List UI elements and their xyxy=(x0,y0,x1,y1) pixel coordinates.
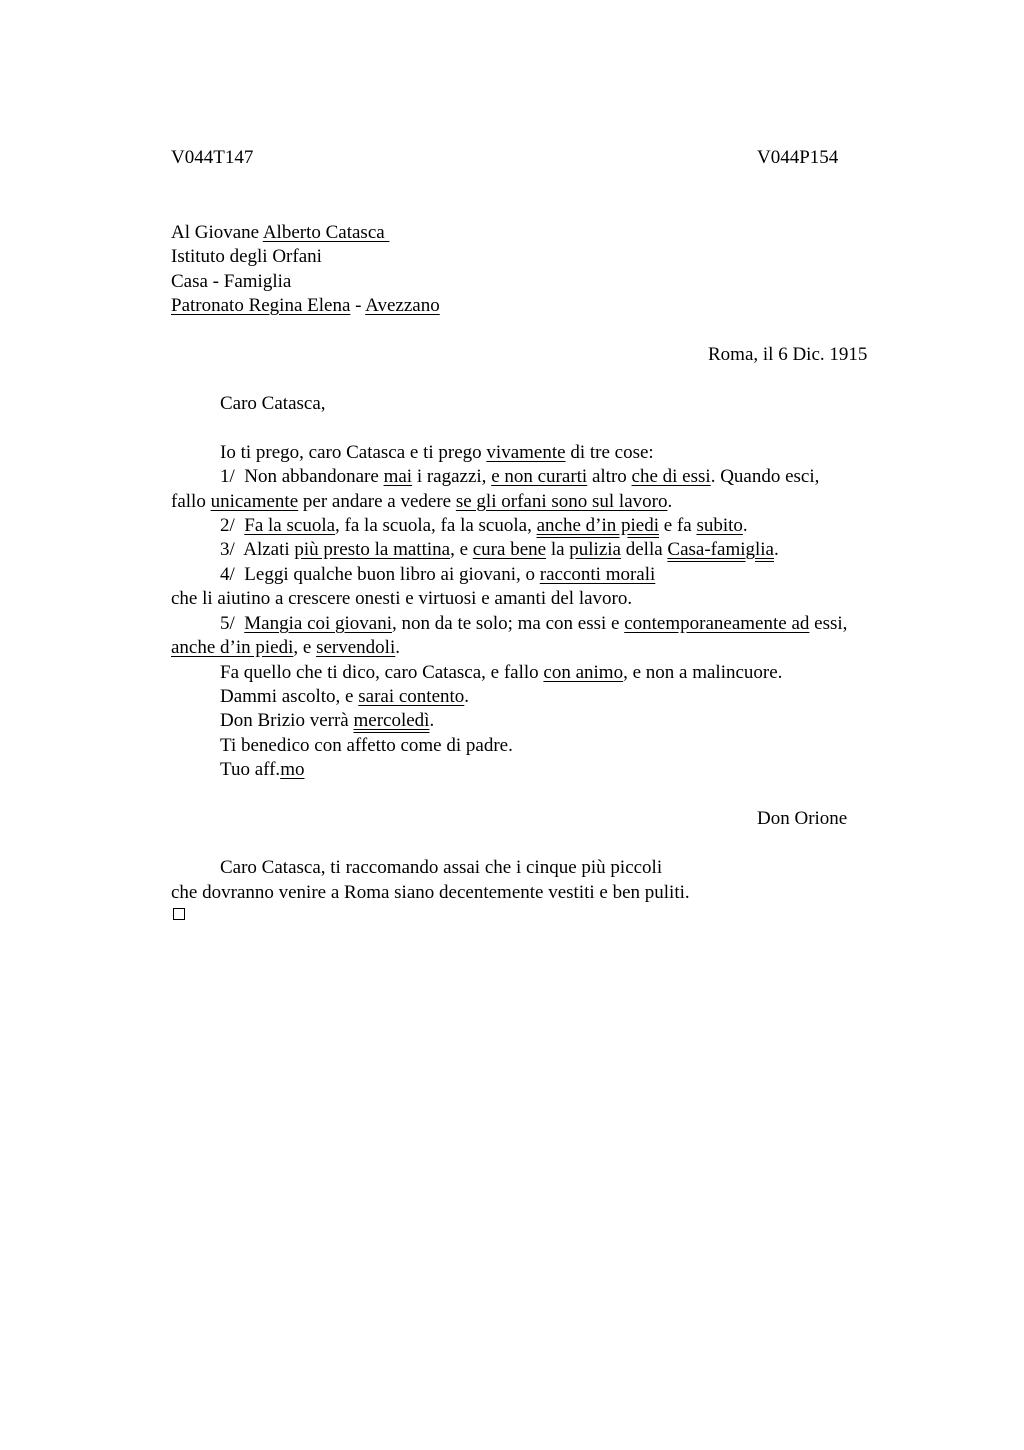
item-5-line-2: anche d’in piedi, e servendoli. xyxy=(171,637,400,658)
checkbox-icon xyxy=(173,908,185,920)
salutation: Caro Catasca, xyxy=(220,393,326,414)
item-5-line-1: 5/ Mangia coi giovani, non da te solo; ma con essi e contemporaneamente ad essi, xyxy=(220,613,848,634)
archive-code-right: V044P154 xyxy=(757,147,839,168)
archive-code-left: V044T147 xyxy=(171,147,254,168)
signature: Don Orione xyxy=(757,808,848,829)
dateline: Roma, il 6 Dic. 1915 xyxy=(708,344,868,365)
postscript-line-2: che dovranno venire a Roma siano decentemente vestiti e ben puliti. xyxy=(171,882,690,903)
closing-line-2: Dammi ascolto, e sarai contento. xyxy=(220,686,470,707)
item-2-line: 2/ Fa la scuola, fa la scuola, fa la scuola, anche d’in piedi e fa subito. xyxy=(220,515,748,536)
address-line-4: Patronato Regina Elena - Avezzano xyxy=(171,295,440,316)
address-line-2: Istituto degli Orfani xyxy=(171,246,322,267)
postscript-line-1: Caro Catasca, ti raccomando assai che i cinque più piccoli xyxy=(220,857,663,878)
closing-line-3: Don Brizio verrà mercoledì. xyxy=(220,710,435,731)
item-4-line-1: 4/ Leggi qualche buon libro ai giovani, o racconti morali xyxy=(220,564,656,585)
address-line-1: Al Giovane Alberto Catasca xyxy=(171,222,390,243)
item-4-line-2: che li aiutino a crescere onesti e virtuosi e amanti del lavoro. xyxy=(171,588,633,609)
address-line-3: Casa - Famiglia xyxy=(171,271,292,292)
recipient-name: Alberto Catasca xyxy=(262,222,390,243)
closing-line-1: Fa quello che ti dico, caro Catasca, e fallo con animo, e non a malincuore. xyxy=(220,662,783,683)
item-3-line: 3/ Alzati più presto la mattina, e cura bene la pulizia della Casa-famiglia. xyxy=(220,539,779,560)
item-1-line-2: fallo unicamente per andare a vedere se gli orfani sono sul lavoro. xyxy=(171,491,673,512)
closing-line-5: Tuo aff.mo xyxy=(220,759,305,780)
intro-line: Io ti prego, caro Catasca e ti prego vivamente di tre cose: xyxy=(220,442,654,463)
item-1-line-1: 1/ Non abbandonare mai i ragazzi, e non curarti altro che di essi. Quando esci, xyxy=(220,466,820,487)
closing-line-4: Ti benedico con affetto come di padre. xyxy=(220,735,513,756)
